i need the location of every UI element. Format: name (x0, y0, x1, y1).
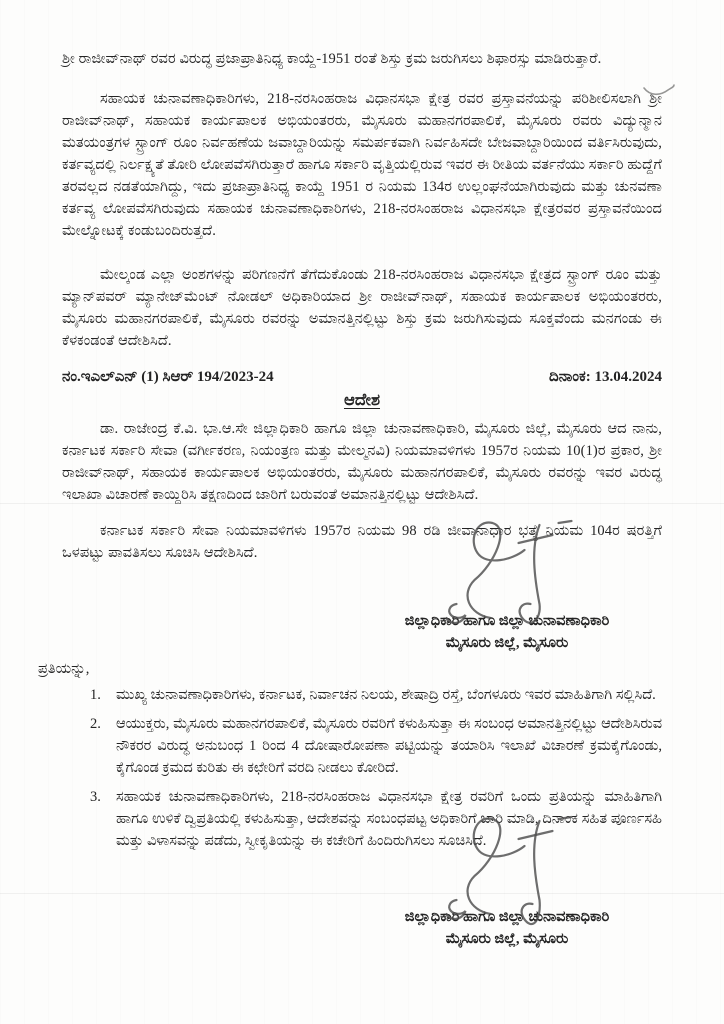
copy-item-commissioner: ಆಯುಕ್ತರು, ಮೈಸೂರು ಮಹಾನಗರಪಾಲಿಕೆ, ಮೈಸೂರು ರವರಿಗೆ ಕಳುಹಿಸುತ್ತಾ ಈ ಸಂಬಂಧ ಅಮಾನತ್ತಿನಲ್ಲಿಟ್ಟು ಆದೇಶಿಸಿರುವ ನೌಕರರ ವಿರುದ್ಧ ಅನುಬಂಧ 1 ರಿಂದ 4 ದೋಷಾರೋಪಣಾ ಪಟ್ಟಿಯನ್ನು ತಯಾರಿಸಿ ಇಲಾಖೆ ವಿಚಾರಣೆ ಕ್ರಮಕೈಗೊಂಡು, ಕೈಗೊಂಡ ಕ್ರಮದ ಕುರಿತು ಈ ಕಛೇರಿಗೆ ವರದಿ ನೀಡಲು ಕೋರಿದೆ. (116, 716, 662, 776)
signatory-title: ಜಿಲ್ಲಾಧಿಕಾರಿ ಹಾಗೂ ಜಿಲ್ಲಾ ಚುನಾವಣಾಧಿಕಾರಿ (404, 909, 610, 925)
signature-block-bottom (352, 866, 662, 950)
copy-item-chief-electoral-officer: ಮುಖ್ಯ ಚುನಾವಣಾಧಿಕಾರಿಗಳು, ಕರ್ನಾಟಕ, ನಿರ್ವಾಚನ ನಿಲಯ, ಶೇಷಾದ್ರಿ ರಸ್ತೆ, ಬೆಂಗಳೂರು ಇವರ ಮಾಹಿತಿಗಾಗಿ ಸಲ್ಲಿಸಿದೆ. (116, 687, 656, 703)
paragraph-subsistence-allowance: ಕರ್ನಾಟಕ ಸರ್ಕಾರಿ ಸೇವಾ ನಿಯಮಾವಳಿಗಳು 1957ರ ನಿಯಮ 98 ರಡಿ ಜೀವಾನಾಧಾರ ಭತ್ಯೆ ನಿಯಮ 104ರ ಷರತ್ತಿಗೆ ಒಳಪಟ್ಟು ಪಾವತಿಸಲು ಸೂಚಿಸಿ ಆದೇಶಿಸಿದೆ. (62, 523, 662, 561)
signatory-place: ಮೈಸೂರು ಜಿಲ್ಲೆ, ಮೈಸೂರು (445, 635, 569, 651)
reference-number: ನಂ.ಇಎಲ್‌ಎನ್ (1) ಸಿಆರ್ 194/2023-24 (62, 369, 274, 385)
paragraph-decision: ಮೇಲ್ಕಂಡ ಎಲ್ಲಾ ಅಂಶಗಳನ್ನು ಪರಿಗಣನೆಗೆ ತೆಗೆದುಕೊಂಡು 218-ನರಸಿಂಹರಾಜ ವಿಧಾನಸಭಾ ಕ್ಷೇತ್ರದ ಸ್ಟ್ರಾಂಗ್ ರೂಂ ಮತ್ತು ಮ್ಯಾನ್‌ಪವರ್ ಮ್ಯಾನೇಜ್‌ಮೆಂಟ್ ನೋಡಲ್ ಅಧಿಕಾರಿಯಾದ ಶ್ರೀ ರಾಜೀವ್‌ನಾಥ್, ಸಹಾಯಕ ಕಾರ್ಯಪಾಲಕ ಅಭಿಯಂತರರು, ಮೈಸೂರು ಮಹಾನಗರಪಾಲಿಕೆ, ಮೈಸೂರು ರವರನ್ನು ಅಮಾನತ್ತಿನಲ್ಲಿಟ್ಟು ಶಿಸ್ತು ಕ್ರಮ ಜರುಗಿಸುವುದು ಸೂಕ್ತವೆಂದು ಮನಗಂಡು ಈ ಕೆಳಕಂಡಂತೆ ಆದೇಶಿಸಿದೆ. (62, 267, 662, 349)
copies-list (62, 684, 662, 852)
order-date: ದಿನಾಂಕ: 13.04.2024 (549, 369, 662, 385)
signature-block-top (352, 570, 662, 654)
signatory-place: ಮೈಸೂರು ಜಿಲ್ಲೆ, ಮೈಸೂರು (445, 931, 569, 947)
scan-crease (0, 503, 724, 504)
order-heading: ಆದೇಶ (343, 390, 380, 409)
reference-line (62, 366, 662, 388)
pen-tick-mark (642, 82, 676, 98)
paragraph-suspension-order: ಡಾ. ರಾಜೇಂದ್ರ ಕೆ.ವಿ. ಭಾ.ಆ.ಸೇ ಜಿಲ್ಲಾಧಿಕಾರಿ ಹಾಗೂ ಜಿಲ್ಲಾ ಚುನಾವಣಾಧಿಕಾರಿ, ಮೈಸೂರು ಜಿಲ್ಲೆ, ಮೈಸೂರು ಆದ ನಾನು, ಕರ್ನಾಟಕ ಸರ್ಕಾರಿ ಸೇವಾ (ವರ್ಗೀಕರಣ, ನಿಯಂತ್ರಣ ಮತ್ತು ಮೇಲ್ಮನವಿ) ನಿಯಮಾವಳಿಗಳು 1957ರ ನಿಯಮ 10(1)ರ ಪ್ರಕಾರ, ಶ್ರೀ ರಾಜೀವ್‌ನಾಥ್, ಸಹಾಯಕ ಕಾರ್ಯಪಾಲಕ ಅಭಿಯಂತರರು, ಮೈಸೂರು ಮಹಾನಗರಪಾಲಿಕೆ, ಮೈಸೂರು ರವರನ್ನು ಇವರ ವಿರುದ್ಧ ಇಲಾಖಾ ವಿಚಾರಣೆ ಕಾಯ್ದಿರಿಸಿ ತಕ್ಷಣದಿಂದ ಜಾರಿಗೆ ಬರುವಂತೆ ಅಮಾನತ್ತಿನಲ್ಲಿಟ್ಟು ಆದೇಶಿಸಿದೆ. (62, 421, 662, 503)
signatory-title: ಜಿಲ್ಲಾಧಿಕಾರಿ ಹಾಗೂ ಜಿಲ್ಲಾ ಚುನಾವಣಾಧಿಕಾರಿ (404, 613, 610, 629)
paragraph-proposal-review: ಸಹಾಯಕ ಚುನಾವಣಾಧಿಕಾರಿಗಳು, 218-ನರಸಿಂಹರಾಜ ವಿಧಾನಸಭಾ ಕ್ಷೇತ್ರ ರವರ ಪ್ರಸ್ತಾವನೆಯನ್ನು ಪರಿಶೀಲಿಸಲಾಗಿ ಶ್ರೀ ರಾಜೀವ್‌ನಾಥ್, ಸಹಾಯಕ ಕಾರ್ಯಪಾಲಕ ಅಭಿಯಂತರರು, ಮೈಸೂರು ಮಹಾನಗರಪಾಲಿಕೆ, ಮೈಸೂರು ರವರು ವಿದ್ಯುನ್ಮಾನ ಮತಯಂತ್ರಗಳ ಸ್ಟ್ರಾಂಗ್ ರೂಂ ನಿರ್ವಹಣೆಯ ಜವಾಬ್ದಾರಿಯನ್ನು ಸಮರ್ಪಕವಾಗಿ ನಿರ್ವಹಿಸದೇ ಬೇಜವಾಬ್ದಾರಿಯಿಂದ ವರ್ತಿಸಿರುವುದು, ಕರ್ತವ್ಯದಲ್ಲಿ ನಿರ್ಲಕ್ಷ್ಯತೆ ತೋರಿ ಲೋಪವೆಸಗಿರುತ್ತಾರೆ ಹಾಗೂ ಸರ್ಕಾರಿ ವೃತ್ತಿಯಲ್ಲಿರುವ ಇವರ ಈ ರೀತಿಯ ವರ್ತನೆಯು ಸರ್ಕಾರಿ ಹುದ್ದೆಗೆ ತರವಲ್ಲದ ನಡತೆಯಾಗಿದ್ದು, ಇದು ಪ್ರಜಾಪ್ರಾತಿನಿಧ್ಯ ಕಾಯ್ದೆ 1951 ರ ನಿಯಮ 134ರ ಉಲ್ಲಂಘನೆಯಾಗಿರುವುದು ಮತ್ತು ಚುನವಣಾ ಕರ್ತವ್ಯ ಲೋಪವೆಸಗಿರುವುದು ಸಹಾಯಕ ಚುನಾವಣಾಧಿಕಾರಿಗಳು, 218-ನರಸಿಂಹರಾಜ ವಿಧಾನಸಭಾ ಕ್ಷೇತ್ರರವರ ಪ್ರಸ್ತಾವನೆಯಿಂದ ಮೇಲ್ನೋಟಕ್ಕೆ ಕಂಡುಬಂದಿರುತ್ತದೆ. (62, 91, 662, 239)
paragraph-continuation: ಶ್ರೀ ರಾಜೀವ್‌ನಾಥ್ ರವರ ವಿರುದ್ಧ ಪ್ರಜಾಪ್ರಾತಿನಿಧ್ಯ ಕಾಯ್ದೆ-1951 ರಂತೆ ಶಿಸ್ತು ಕ್ರಮ ಜರುಗಿಸಲು ಶಿಫಾರಸ್ಸು ಮಾಡಿರುತ್ತಾರೆ. (62, 51, 602, 67)
copy-item-assistant-returning-officer: ಸಹಾಯಕ ಚುನಾವಣಾಧಿಕಾರಿಗಳು, 218-ನರಸಿಂಹರಾಜ ವಿಧಾನಸಭಾ ಕ್ಷೇತ್ರ ರವರಿಗೆ ಒಂದು ಪ್ರತಿಯನ್ನು ಮಾಹಿತಿಗಾಗಿ ಹಾಗೂ ಉಳಿಕೆ ದ್ವಿಪ್ರತಿಯಲ್ಲಿ ಕಳುಹಿಸುತ್ತಾ, ಆದೇಶವನ್ನು ಸಂಬಂಧಪಟ್ಟ ಅಧಿಕಾರಿಗೆ ಜಾರಿ ಮಾಡಿ, ದಿನಾಂಕ ಸಹಿತ ಪೂರ್ಣಸಹಿ ಮತ್ತು ವಿಳಾಸವನ್ನು ಪಡೆದು, ಸ್ವೀಕೃತಿಯನ್ನು ಈ ಕಚೇರಿಗೆ ಹಿಂದಿರುಗಿಸಲು ಸೂಚಿಸಿದೆ. (116, 789, 662, 849)
copies-label: ಪ್ರತಿಯನ್ನು, (38, 661, 90, 677)
